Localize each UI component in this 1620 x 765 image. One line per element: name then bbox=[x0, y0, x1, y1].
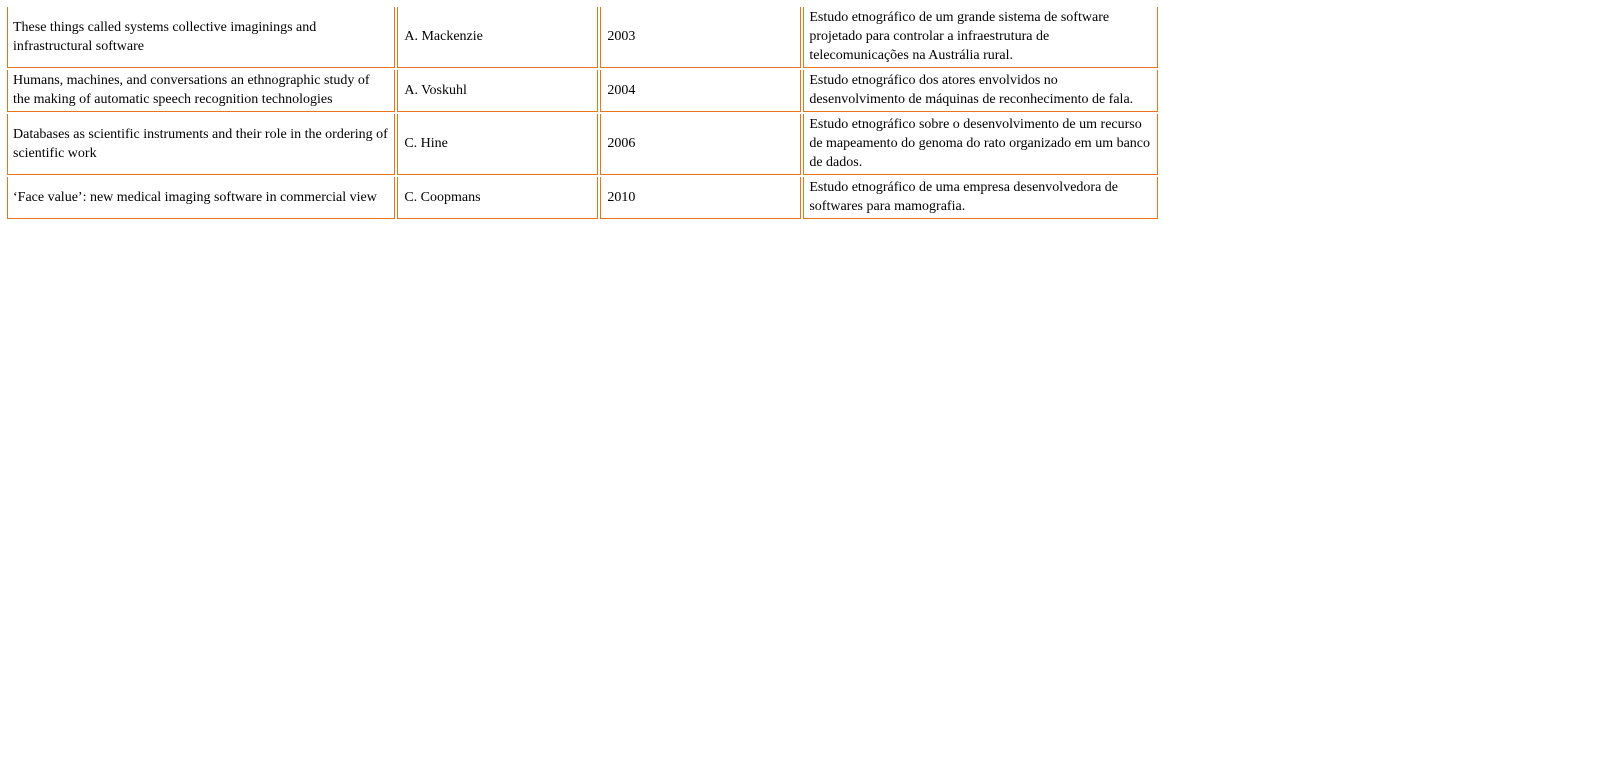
description-cell: Estudo etnográfico de uma empresa desenvolvedora de softwares para mamografia. bbox=[803, 177, 1158, 219]
title-cell: These things called systems collective imaginings and infrastructural software bbox=[7, 7, 395, 68]
year-cell: 2003 bbox=[600, 7, 801, 68]
author-cell: A. Mackenzie bbox=[397, 7, 598, 68]
studies-table-container bbox=[7, 7, 1158, 219]
author-cell: C. Coopmans bbox=[397, 177, 598, 219]
table-row bbox=[7, 177, 1158, 219]
year-cell: 2010 bbox=[600, 177, 801, 219]
author-cell: A. Voskuhl bbox=[397, 70, 598, 112]
description-cell: Estudo etnográfico dos atores envolvidos no desenvolvimento de máquinas de reconhecimento de fala. bbox=[803, 70, 1158, 112]
year-cell: 2004 bbox=[600, 70, 801, 112]
description-cell: Estudo etnográfico de um grande sistema de software projetado para controlar a infraestrutura de telecomunicações na Austrália rural. bbox=[803, 7, 1158, 68]
title-cell: ‘Face value’: new medical imaging software in commercial view bbox=[7, 177, 395, 219]
title-cell: Databases as scientific instruments and their role in the ordering of scientific work bbox=[7, 114, 395, 175]
table-row bbox=[7, 114, 1158, 175]
description-cell: Estudo etnográfico sobre o desenvolvimento de um recurso de mapeamento do genoma do rato organizado em um banco de dados. bbox=[803, 114, 1158, 175]
studies-table bbox=[5, 5, 1160, 221]
table-row bbox=[7, 70, 1158, 112]
table-row bbox=[7, 7, 1158, 68]
year-cell: 2006 bbox=[600, 114, 801, 175]
author-cell: C. Hine bbox=[397, 114, 598, 175]
title-cell: Humans, machines, and conversations an ethnographic study of the making of automatic speech recognition technologies bbox=[7, 70, 395, 112]
